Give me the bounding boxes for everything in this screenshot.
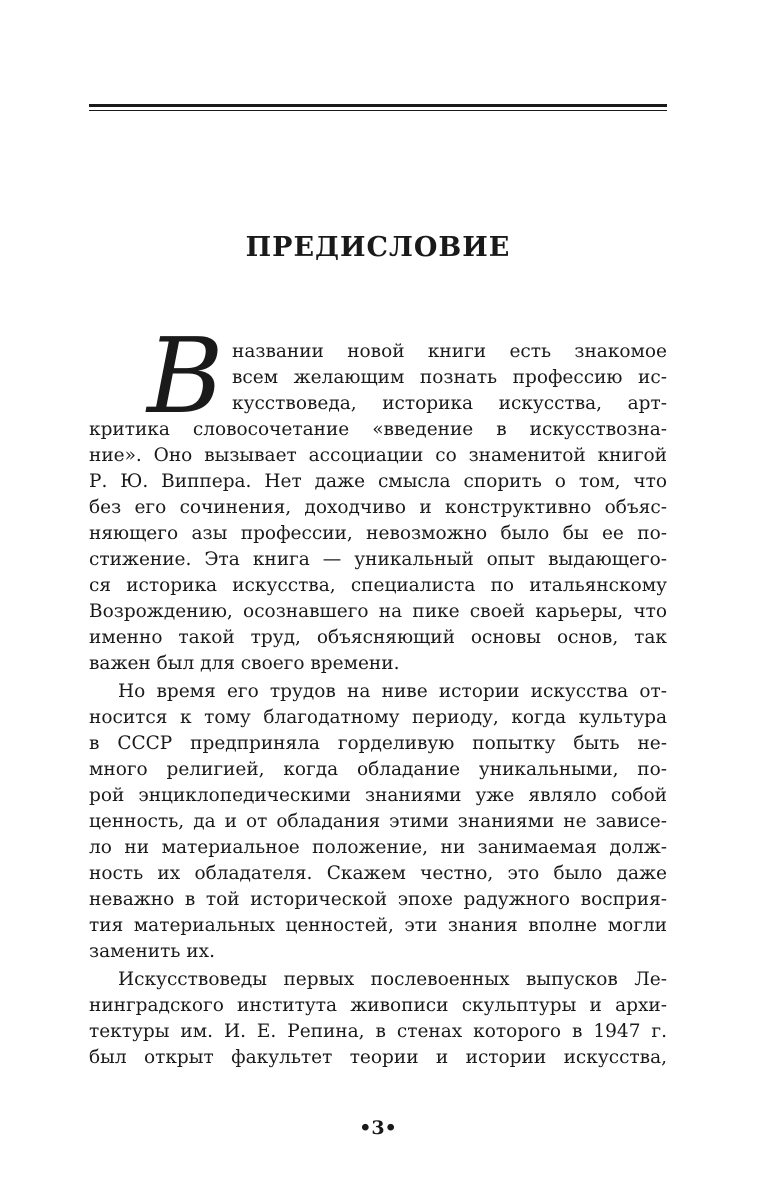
- header-rule-thick: [89, 104, 667, 107]
- text-line: Р. Ю. Виппера. Нет даже смысла спорить о том, что: [89, 471, 667, 492]
- text-line: критика словосочетание «введение в искусствозна-: [89, 419, 667, 440]
- text-line: рой энциклопедическими знаниями уже являло собой: [89, 785, 667, 806]
- header-rule-thin: [89, 110, 667, 111]
- text-line: всем желающим познать профессию ис-: [232, 367, 667, 388]
- text-line: важен был для своего времени.: [89, 653, 400, 674]
- text-line: Но время его трудов на ниве истории искусства от-: [118, 681, 667, 702]
- text-line: в СССР предприняла горделивую попытку быть не-: [89, 733, 667, 754]
- text-line: ние». Оно вызывает ассоциации со знаменитой книгой: [89, 445, 667, 466]
- text-line: нинградского института живописи скульптуры и архи-: [89, 995, 667, 1016]
- text-line: тектуры им. И. Е. Репина, в стенах которого в 1947 г.: [89, 1021, 667, 1042]
- text-line: няющего азы профессии, невозможно было бы ее по-: [89, 523, 667, 544]
- text-line: носится к тому благодатному периоду, когда культура: [89, 707, 667, 728]
- text-line: именно такой труд, объясняющий основы основ, так: [89, 627, 667, 648]
- text-line: названии новой книги есть знакомое: [232, 341, 667, 362]
- text-line: заменить их.: [89, 941, 215, 962]
- text-line: был открыт факультет теории и истории искусства,: [89, 1047, 667, 1068]
- page-number: •3•: [359, 1117, 397, 1139]
- chapter-heading: ПРЕДИСЛОВИЕ: [245, 232, 511, 263]
- text-line: кусствоведа, историка искусства, арт-: [232, 393, 667, 414]
- text-line: ность их обладателя. Скажем честно, это было даже: [89, 863, 667, 884]
- drop-cap: В: [147, 315, 224, 437]
- text-line: тия материальных ценностей, эти знания вполне могли: [89, 915, 667, 936]
- text-line: Искусствоведы первых послевоенных выпусков Ле-: [118, 969, 667, 990]
- text-line: Возрождению, осознавшего на пике своей карьеры, что: [89, 601, 667, 622]
- text-line: ло ни материальное положение, ни занимаемая долж-: [89, 837, 667, 858]
- text-line: неважно в той исторической эпохе радужного восприя-: [89, 889, 667, 910]
- text-line: стижение. Эта книга — уникальный опыт выдающего-: [89, 549, 667, 570]
- text-line: ценность, да и от обладания этими знаниями не зависе-: [89, 811, 667, 832]
- text-line: много религией, когда обладание уникальными, по-: [89, 759, 667, 780]
- text-line: без его сочинения, доходчиво и конструктивно объяс-: [89, 497, 667, 518]
- text-line: ся историка искусства, специалиста по итальянскому: [89, 575, 667, 596]
